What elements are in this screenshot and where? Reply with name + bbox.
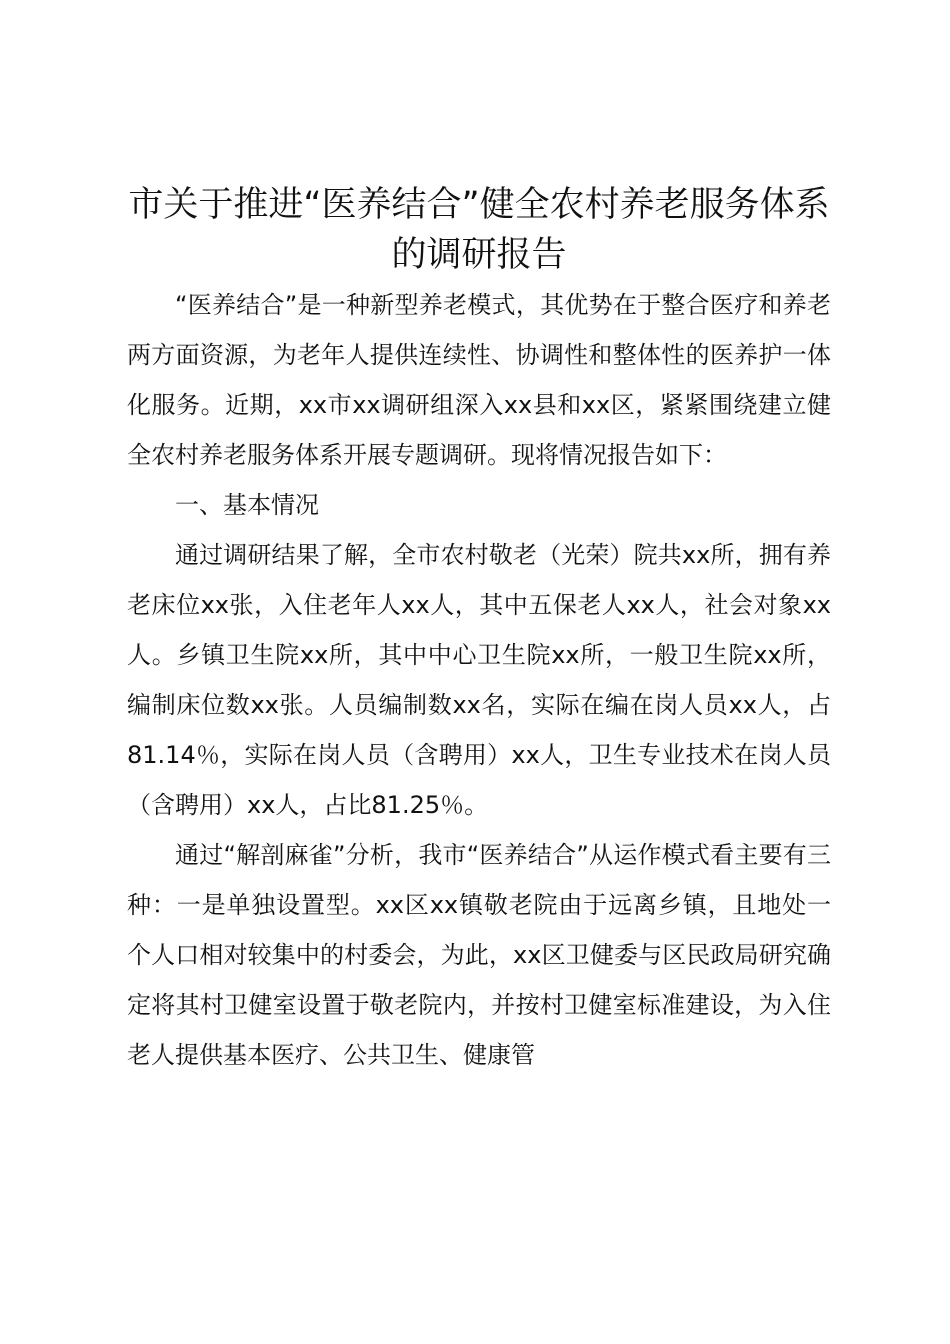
section-heading-basic-situation: 一、基本情况 [175,491,319,519]
document-title: 市关于推进“医养结合”健全农村养老服务体系的调研报告 [128,185,830,275]
operation-mode-paragraph: 通过“解剖麻雀”分析，我市“医养结合”从运作模式看主要有三种：一是单独设置型。xx区xx镇敬老院由于远离乡镇，且地处一个人口相对较集中的村委会，为此，xx区卫健委与区民政局研究确定将其村卫健室设置于敬老院内，并按村卫健室标准建设，为入住老人提供基本医疗、公共卫生、健康管 [127,841,831,1069]
basic-situation-paragraph: 通过调研结果了解，全市农村敬老（光荣）院共xx所，拥有养老床位xx张，入住老年人xx人，其中五保老人xx人，社会对象xx人。乡镇卫生院xx所，其中中心卫生院xx所，一般卫生院xx所，编制床位数xx张。人员编制数xx名，实际在编在岗人员xx人，占81.14％，实际在岗人员（含聘用）xx人，卫生专业技术在岗人员（含聘用）xx人，占比81.25％。 [127,541,831,819]
intro-paragraph: “医养结合”是一种新型养老模式，其优势在于整合医疗和养老两方面资源，为老年人提供连续性、协调性和整体性的医养护一体化服务。近期，xx市xx调研组深入xx县和xx区，紧紧围绕建立健全农村养老服务体系开展专题调研。现将情况报告如下： [127,291,831,469]
document-body [127,180,831,1080]
